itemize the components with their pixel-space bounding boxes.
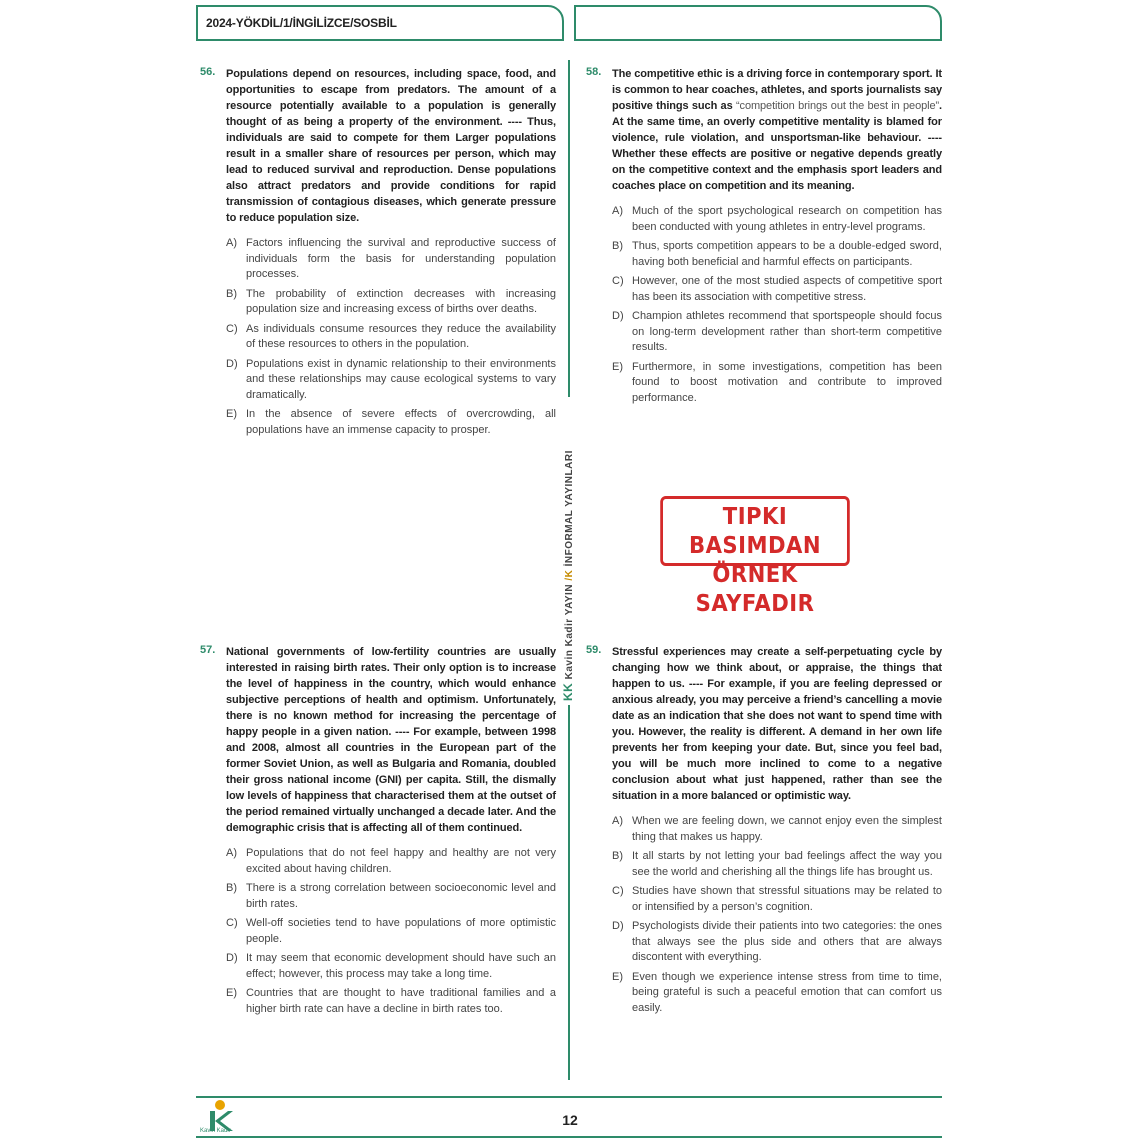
option-c[interactable] — [226, 322, 556, 353]
option-text: There is a strong correlation between socioeconomic level and birth rates. — [246, 882, 556, 910]
option-list — [612, 204, 942, 406]
logo-text: Kavin Kadir — [200, 1128, 231, 1134]
question-number: 58. — [586, 66, 602, 78]
option-letter: D) — [226, 357, 238, 370]
option-letter: C) — [612, 275, 624, 287]
option-text: Champion athletes recommend that sportspeople should focus on long-term development rather than short-term competitive results. — [632, 310, 942, 353]
option-e[interactable] — [226, 986, 556, 1017]
question-number: 56. — [200, 66, 216, 78]
question-number: 59. — [586, 644, 602, 656]
page-number: 12 — [562, 1112, 578, 1128]
option-c[interactable] — [226, 916, 556, 947]
option-text: Furthermore, in some investigations, competition has been found to boost motivation and contribute to improved performance. — [632, 360, 942, 404]
question-stem: National governments of low-fertility countries are usually interested in raising birth rates. Their only option is to increase the level of happiness in the country, which would enhance subjective perceptions of health and optimism. Unfortunately, there is no known method for increasing the percentage of happy people in a given nation. ---- For example, between 1998 and 2008, almost all countries in the European part of the former Soviet Union, as well as Bulgaria and Romania, doubled their gross national income (GNI) per capita. Still, the dismally low levels of happiness that characterised them at the outset of the period remained virtually unchanged a decade later. And the demographic crisis that is affecting all of them continued. — [226, 646, 556, 834]
option-text: Well-off societies tend to have populations of more optimistic people. — [246, 917, 556, 945]
option-a[interactable] — [612, 204, 942, 235]
option-d[interactable] — [226, 951, 556, 982]
question-stem: Populations depend on resources, including space, food, and opportunities to escape from predators. The amount of a resource potentially available to a population is generally thought of as being a property of the environment. ---- Thus, individuals are said to compete for them Larger populations result in a smaller share of resources per person, which may lead to reduced survival and reproduction. Dense populations also attract predators and provide conditions for rapid transmission of contagious diseases, which generate pressure to reduce population size. — [226, 68, 556, 224]
option-text: When we are feeling down, we cannot enjoy even the simplest thing that makes us happy. — [632, 815, 942, 843]
stem-part: . At the same time, an overly competitive mentality is blamed for violence, rule violation, and unsportsman-like behaviour. ---- Whether these effects are positive or negative depends greatly on the competitive context and the emphasis sport leaders and coaches place on competition and its meaning. — [612, 100, 943, 192]
footer-line-top — [196, 1096, 942, 1098]
option-c[interactable] — [612, 274, 942, 305]
option-letter: B) — [612, 850, 623, 862]
option-text: Populations exist in dynamic relationship to their environments and these relationships may cause ecological systems to vary dramatically. — [246, 357, 556, 401]
option-letter: E) — [612, 360, 623, 373]
option-letter: A) — [226, 237, 237, 249]
option-letter: A) — [612, 205, 623, 217]
option-text: It may seem that economic development should have such an effect; however, this process may take a long time. — [246, 952, 556, 980]
publisher-mark-icon: /K — [564, 569, 575, 581]
option-letter: E) — [226, 987, 237, 999]
stem-part: The competitive ethic is a driving force in contemporary sport. It is common to hear coaches, athletes, and sports journalists say positive things such as — [612, 68, 942, 112]
publisher-name: Kavin Kadir — [564, 618, 575, 680]
question-59 — [586, 644, 942, 1020]
header-left-box — [196, 5, 564, 41]
option-list — [612, 814, 942, 1016]
question-stem — [612, 66, 942, 194]
option-e[interactable] — [226, 407, 556, 438]
side-brand — [561, 397, 575, 705]
option-letter: C) — [226, 917, 238, 929]
publisher-yayin: YAYIN — [564, 583, 575, 616]
option-d[interactable] — [612, 919, 942, 966]
question-58 — [586, 66, 943, 410]
option-list — [226, 236, 556, 438]
option-text: The probability of extinction decreases with increasing population size and increasing excess of births over deaths. — [246, 287, 556, 315]
option-text: As individuals consume resources they reduce the availability of these resources to others in the population. — [246, 322, 556, 350]
option-list — [226, 846, 556, 1017]
option-letter: B) — [226, 882, 237, 894]
option-text: In the absence of severe effects of overcrowding, all populations have an immense capacity to prosper. — [246, 408, 556, 436]
option-b[interactable] — [226, 881, 556, 912]
option-a[interactable] — [226, 236, 556, 283]
option-a[interactable] — [612, 814, 942, 845]
option-letter: C) — [612, 885, 624, 897]
option-e[interactable] — [612, 970, 942, 1017]
option-d[interactable] — [226, 357, 556, 404]
question-number: 57. — [200, 644, 216, 656]
option-letter: C) — [226, 322, 238, 335]
option-letter: A) — [226, 847, 237, 859]
option-letter: B) — [612, 240, 623, 252]
option-letter: A) — [612, 815, 623, 827]
option-text: Studies have shown that stressful situations may be related to or intensified by a person’s cognition. — [632, 885, 942, 913]
question-stem: Stressful experiences may create a self-perpetuating cycle by changing how we think about, or appraise, the things that happen to us. ---- For example, if you are feeling depressed or anxious already, you may perceive a friend’s cancelling a movie date as an indication that she does not want to spend time with you. However, the reality is different. A demand in her own life prevents her from keeping your date. But, since you feel bad, you will be much more inclined to come to a negative conclusion about what just happened, rather than see the situation in a more balanced or optimistic way. — [612, 646, 942, 802]
option-text: Populations that do not feel happy and healthy are not very excited about having children. — [246, 847, 556, 875]
question-57 — [200, 644, 556, 1021]
stem-quote: “competition brings out the best in people” — [735, 100, 940, 112]
sample-page-stamp — [660, 496, 850, 617]
option-b[interactable] — [612, 849, 942, 880]
stamp-line-2: ÖRNEK SAYFADIR — [695, 562, 815, 617]
option-b[interactable] — [226, 287, 556, 318]
option-text: Thus, sports competition appears to be a double-edged sword, having both beneficial and harmful effects on participants. — [632, 240, 942, 268]
option-e[interactable] — [612, 360, 942, 407]
option-c[interactable] — [612, 884, 942, 915]
header-title: 2024-YÖKDİL/1/İNGİLİZCE/SOSBİL — [206, 16, 397, 30]
option-letter: E) — [226, 408, 237, 420]
stamp-line-1: TIPKI BASIMDAN — [688, 504, 821, 559]
header-right-box — [574, 5, 942, 41]
option-letter: D) — [612, 310, 624, 322]
option-d[interactable] — [612, 309, 942, 356]
option-text: Psychologists divide their patients into two categories: the ones that always see the plus side and others that are always discontent with everything. — [632, 920, 942, 963]
option-b[interactable] — [612, 239, 942, 270]
publisher-logo-icon: KK — [561, 682, 575, 701]
option-letter: D) — [226, 952, 238, 964]
option-letter: B) — [226, 287, 237, 300]
footer-line-bottom — [196, 1136, 942, 1138]
publisher-series: İNFORMAL YAYINLARI — [564, 450, 575, 567]
option-text: It all starts by not letting your bad feelings affect the way you see the world and cherishing all the things life has brought us. — [632, 850, 942, 878]
question-56 — [200, 66, 556, 442]
option-letter: D) — [612, 920, 624, 932]
option-text: However, one of the most studied aspects of competitive sport has been its association with competitive stress. — [632, 275, 942, 303]
option-text: Countries that are thought to have traditional families and a higher birth rate can have a decline in birth rates too. — [246, 987, 556, 1015]
option-text: Factors influencing the survival and reproductive success of individuals form the basis for understanding population processes. — [246, 237, 556, 280]
option-text: Much of the sport psychological research on competition has been conducted with young athletes in entry-level programs. — [632, 205, 942, 233]
option-letter: E) — [612, 970, 623, 983]
option-a[interactable] — [226, 846, 556, 877]
option-text: Even though we experience intense stress from time to time, being grateful is such a peaceful emotion that can comfort us easily. — [632, 970, 942, 1014]
